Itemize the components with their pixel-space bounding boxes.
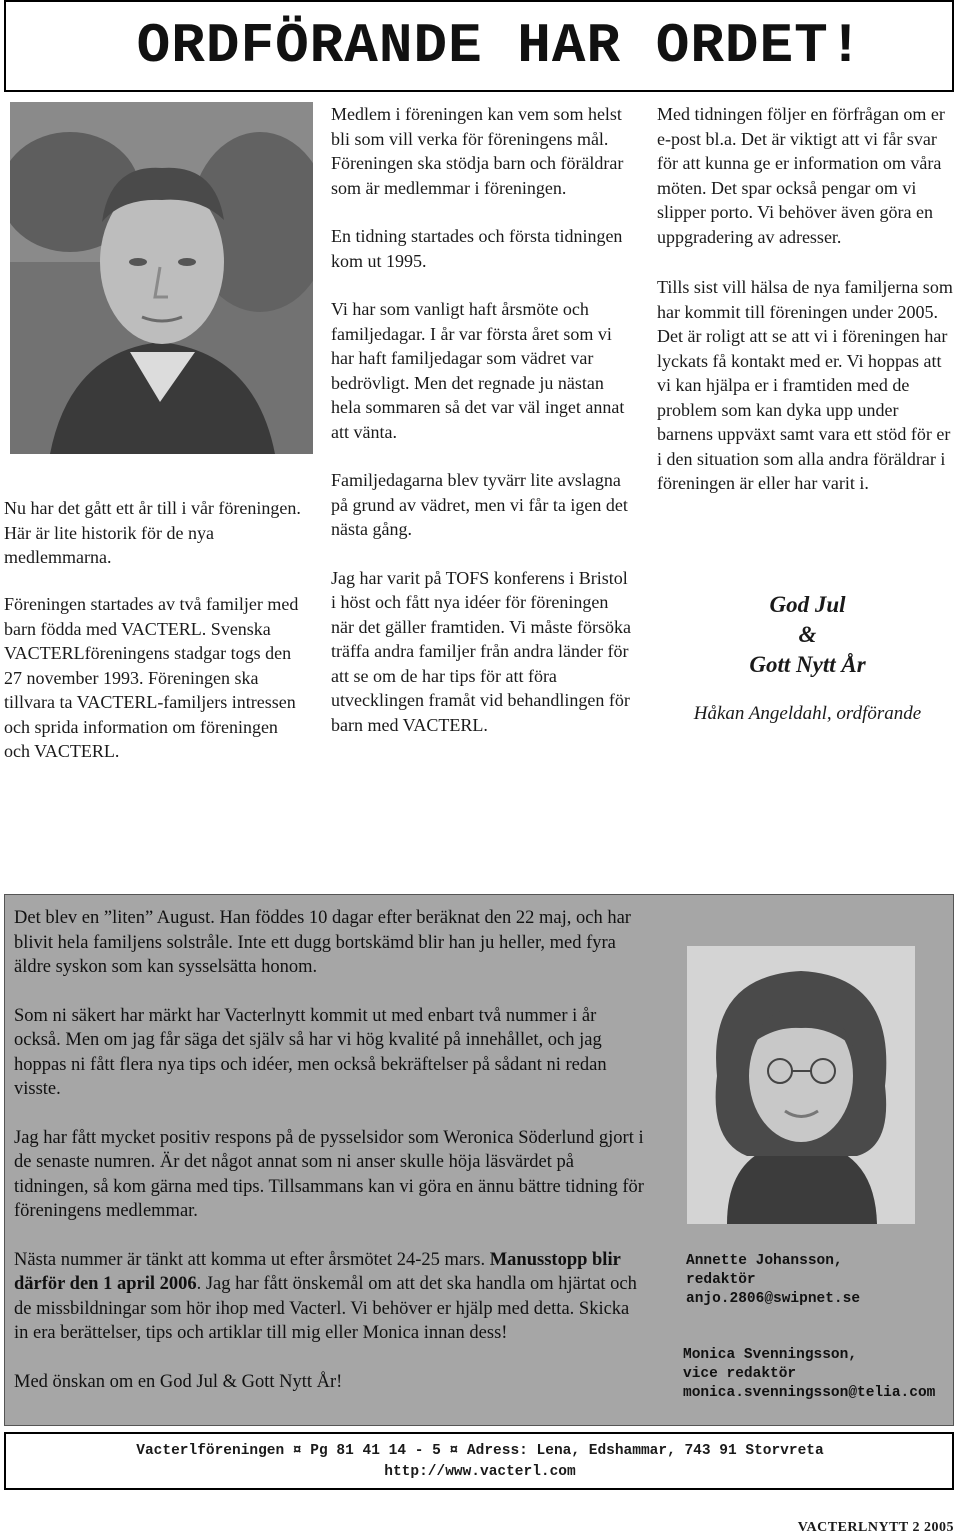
chairman-signoff: Håkan Angeldahl, ordförande — [693, 703, 922, 724]
editor-paragraph: Det blev en ”liten” August. Han föddes 10 dagar efter beräknat den 22 maj, och har blivit hela familjens solstråle. Inte ett dugg bortskämd blir han ju heller, med fyra äldre syskon som kan sysselsätta honom. — [14, 908, 631, 977]
column-1-history — [4, 592, 304, 788]
editor-text-span: Nästa nummer är tänkt att komma ut efter årsmötet 24-25 mars. — [14, 1249, 486, 1270]
footer-box — [4, 1432, 954, 1490]
editor-paragraph: Jag har fått mycket positiv respons på de pysselsidor som Weronica Söderlund gjort i de senaste numren. Är det något annat som ni anser skulle höja läsvärdet på tidningen, så kom gärna med tips. Tillsammans kan vi göra en ännu bättre tidning för föreningens medlemmar. — [14, 1127, 644, 1221]
editor-photo — [687, 946, 915, 1224]
chairman-photo — [10, 102, 313, 454]
paragraph: Med tidningen följer en förfrågan om er e-post bl.a. Det är viktigt att vi får svar för att kunna ge er information om våra möten. Det spar också pengar om vi slipper porto. Vi behöver även göra en uppgradering av adresser. — [657, 104, 945, 247]
page-title: ORDFÖRANDE HAR ORDET! — [136, 14, 864, 78]
history-paragraph: Föreningen startades av två familjer med barn födda med VACTERL. Svenska VACTERLföreningens stadgar togs den 27 november 1993. Föreningen ska tillvara ta VACTERL-familjers intressen och sprida information om föreningen och VACTERL. — [4, 594, 299, 761]
footer-address: Vacterlföreningen ¤ Pg 81 41 14 - 5 ¤ Adress: Lena, Edshammar, 743 91 Storvreta — [136, 1443, 824, 1459]
footer-website: http://www.vacterl.com — [384, 1464, 576, 1480]
paragraph: En tidning startades och första tidningen kom ut 1995. — [331, 226, 623, 271]
column-3 — [657, 102, 957, 520]
christmas-greeting — [660, 590, 955, 680]
editor-paragraph: Med önskan om en God Jul & Gott Nytt År! — [14, 1371, 343, 1392]
column-1-intro — [4, 496, 304, 594]
deadline-text: Manusstopp blir därför den 1 april 2006 — [14, 1249, 621, 1294]
paragraph: Tills sist vill hälsa de nya familjerna som har kommit till föreningen under 2005. Det är roligt att se att vi i föreningen har lyckats få kontakt med er. Vi hoppas att vi kan hjälpa er i framtiden med de problem som kan dyka upp under barnens uppväxt samt vara ett stöd för er i den situation som alla andra föräldrar i föreningen är eller har varit i. — [657, 277, 953, 493]
column-2 — [331, 102, 631, 761]
editor-paragraph — [14, 1248, 644, 1346]
paragraph: Jag har varit på TOFS konferens i Bristol i höst och fått nya idéer för föreningen när det gäller framtiden. Vi måste försöka träffa andra familjer från andra länder för att se om de har tips för att föra utvecklingen framåt vid behandlingen för barn med VACTERL. — [331, 567, 631, 735]
editor-paragraph: Som ni säkert har märkt har Vacterlnytt kommit ut med enbart två nummer i år också. Men om jag får säga det själv så har vi hög kvalité på innehållet, och jag hoppas ni fått flera nya tips och idéer, men också bekräftelser på sådant ni redan visste. — [14, 1005, 607, 1099]
paragraph: Vi har som vanligt haft årsmöte och familjedagar. I år var första året som vi har haft familjedagar som vädret var bedrövligt. Men det regnade ju nästan hela sommaren så det var väl inget annat att vänta. — [331, 299, 625, 442]
paragraph: Medlem i föreningen kan vem som helst bli som vill verka för föreningens mål. Föreningen ska stödja barn och föräldrar som är medlemmar i föreningen. — [331, 104, 624, 198]
paragraph: Familjedagarna blev tyvärr lite avslagna på grund av vädret, men vi får ta igen det nästa gång. — [331, 470, 628, 539]
greeting-line: & — [798, 622, 817, 647]
intro-paragraph: Nu har det gått ett år till i vår föreningen. Här är lite historik för de nya medlemmarna. — [4, 498, 301, 567]
greeting-line: Gott Nytt År — [749, 652, 866, 677]
editor-credit: Annette Johansson, redaktör anjo.2806@swipnet.se — [686, 1253, 861, 1307]
vice-editor-credit: Monica Svenningsson, vice redaktör monica.svenningsson@telia.com — [683, 1347, 936, 1401]
editor-text-span: . Jag har fått önskemål om att det ska handla om hjärtat och de missbildningar som hör ihop med Vacterl. Vi behöver er hjälp med detta. Skicka in era berättelser, tips och artiklar till mig eller Monica innan dess! — [14, 1274, 637, 1343]
editor-text — [14, 906, 644, 1418]
issue-label: VACTERLNYTT 2 2005 — [797, 1520, 954, 1535]
greeting-line: God Jul — [769, 592, 846, 617]
